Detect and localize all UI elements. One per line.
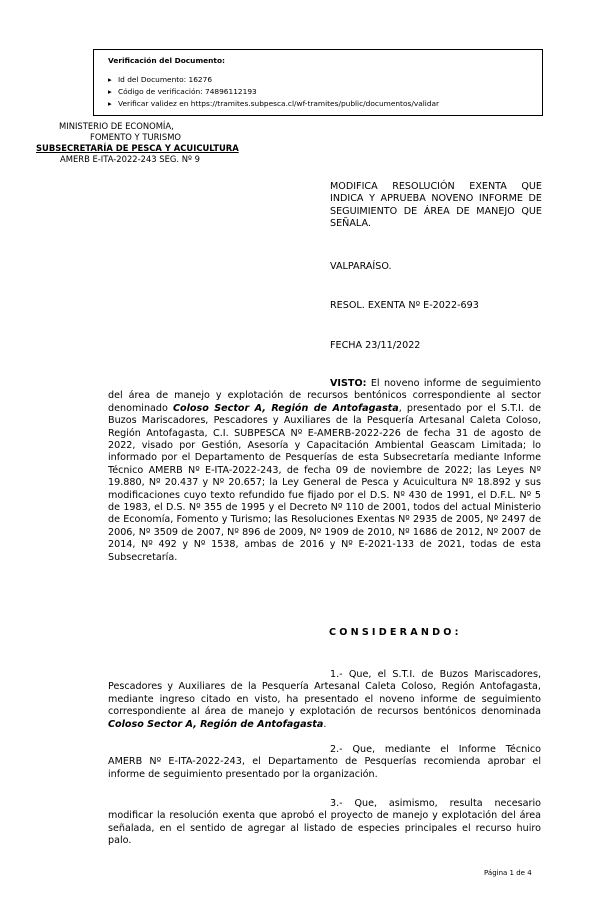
resolution-date: FECHA 23/11/2022 xyxy=(330,340,421,351)
subsecretaria-title: SUBSECRETARÍA DE PESCA Y ACUICULTURA xyxy=(36,143,239,153)
visto-label: VISTO: xyxy=(330,378,367,389)
verification-item-code: ▸ Código de verificación: 74896112193 xyxy=(108,87,257,96)
verification-box xyxy=(93,49,543,116)
considerando-paragraph-2: 2.- Que, mediante el Informe Técnico AMERB Nº E-ITA-2022-243, el Departamento de Pesquerías recomienda aprobar el informe de seguimiento presentado por la organización. xyxy=(108,744,541,780)
resolution-title: MODIFICA RESOLUCIÓN EXENTA QUE INDICA Y APRUEBA NOVENO INFORME DE SEGUIMIENTO DE ÁREA DE MANEJO QUE SEÑALA. xyxy=(330,181,542,230)
city: VALPARAÍSO. xyxy=(330,261,392,272)
verification-item-id: ▸ Id del Documento: 16276 xyxy=(108,75,213,84)
verification-list xyxy=(108,74,534,110)
visto-paragraph: VISTO: El noveno informe de seguimiento del área de manejo y explotación de recursos bentónicos correspondiente al sector denominado Coloso Sector A, Región de Antofagasta, presentado por el S.T.I. de Buzos Mariscadores, Pescadores y Auxiliares de la Pesquería Artesanal Caleta Coloso, Región Antofagasta, C.I. SUBPESCA Nº E-AMERB-2022-226 de fecha 31 de agosto de 2022, visado por Gestión, Asesoría y Capacitación Ambiental Geascam Limitada; lo informado por el Departamento de Pesquerías de esta Subsecretaría mediante Informe Técnico AMERB Nº E-ITA-2022-243, de fecha 09 de noviembre de 2022; las Leyes Nº 19.880, Nº 20.437 y Nº 20.657; la Ley General de Pesca y Acuicultura Nº 18.892 y sus modificaciones cuyo texto refundido fue fijado por el D.S. Nº 430 de 1991, el D.F.L. Nº 5 de 1983, el D.S. Nº 355 de 1995 y el Decreto Nº 110 de 2001, todos del actual Ministerio de Economía, Fomento y Turismo; las Resoluciones Exentas Nº 2935 de 2005, Nº 2497 de 2006, Nº 3509 de 2007, Nº 896 de 2009, Nº 1909 de 2010, Nº 1686 de 2012, Nº 2007 de 2014, Nº 492 y Nº 1538, ambas de 2016 y Nº E-2021-133 de 2021, todas de esta Subsecretaría. xyxy=(108,378,542,563)
bullet-icon: ▸ xyxy=(108,75,112,84)
considerando-paragraph-3: 3.- Que, asimismo, resulta necesario modificar la resolución exenta que aprobó el proyecto de manejo y explotación del área señalada, en el sentido de agregar al listado de especies principales el recurso huiro palo. xyxy=(108,798,541,847)
bullet-icon: ▸ xyxy=(108,99,112,108)
resolution-number: RESOL. EXENTA Nº E-2022-693 xyxy=(330,300,479,311)
sector-name: Coloso Sector A, Región de Antofagasta xyxy=(108,718,324,730)
page-number: Página 1 de 4 xyxy=(484,869,532,877)
sector-name: Coloso Sector A, Región de Antofagasta xyxy=(173,402,399,414)
ministry-line-2: FOMENTO Y TURISMO xyxy=(90,132,182,142)
document-reference: AMERB E-ITA-2022-243 SEG. Nº 9 xyxy=(60,154,200,164)
considerando-paragraph-1: 1.- Que, el S.T.I. de Buzos Mariscadores, Pescadores y Auxiliares de la Pesquería Artesanal Caleta Coloso, Región Antofagasta, mediante ingreso citado en visto, ha presentado el noveno informe de seguimiento correspondiente al área de manejo y explotación de recursos bentónicos denominada Coloso Sector A, Región de Antofagasta. xyxy=(108,669,541,730)
verification-item-url[interactable] xyxy=(108,98,534,110)
considerando-heading: CONSIDERANDO: xyxy=(329,627,462,638)
verification-title: Verificación del Documento: xyxy=(108,56,225,65)
bullet-icon: ▸ xyxy=(108,87,112,96)
verification-link[interactable]: Verificar validez en https://tramites.subpesca.cl/wf-tramites/public/documentos/validar xyxy=(118,99,440,108)
ministry-line-1: MINISTERIO DE ECONOMÍA, xyxy=(59,121,174,131)
